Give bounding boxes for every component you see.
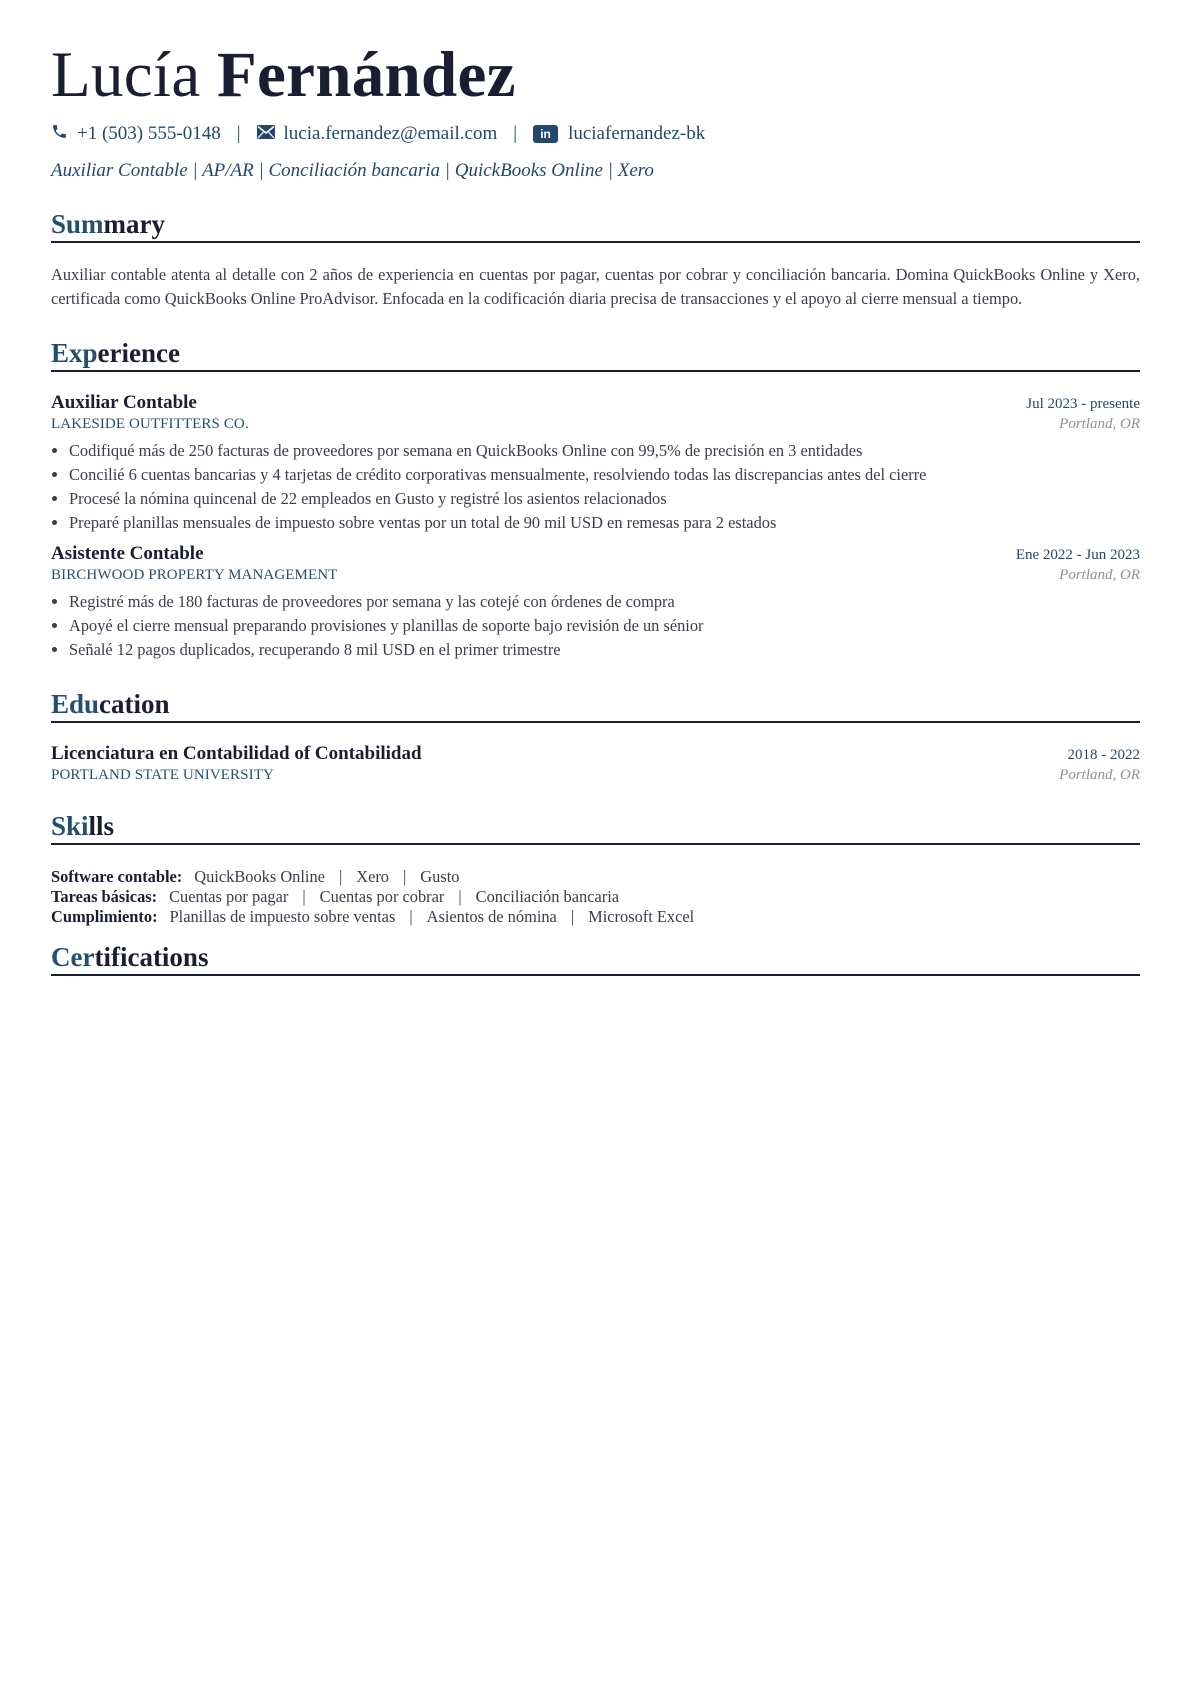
education-dates: 2018 - 2022 xyxy=(1067,747,1140,763)
section-title-skills xyxy=(51,810,1140,845)
skill-item: Gusto xyxy=(420,867,460,886)
linkedin-icon: in xyxy=(533,125,558,143)
section-title-accent: Sum xyxy=(51,209,104,239)
section-title-summary xyxy=(51,208,1140,243)
skill-separator: | xyxy=(302,887,306,906)
job-location: Portland, OR xyxy=(1059,416,1140,432)
job-dates: Jul 2023 - presente xyxy=(1026,396,1140,412)
skill-separator: | xyxy=(409,907,413,926)
section-title-accent: Edu xyxy=(51,689,100,719)
experience-entry xyxy=(51,392,1140,535)
skill-separator: | xyxy=(403,867,407,886)
skill-category: Software contable: xyxy=(51,867,183,886)
contact-linkedin[interactable] xyxy=(533,123,705,145)
bullet-item: • Preparé planillas mensuales de impuesto sobre ventas por un total de 90 mil USD en remesas para 2 estados xyxy=(69,511,1140,535)
company-name: LAKESIDE OUTFITTERS CO. xyxy=(51,416,249,432)
skill-separator: | xyxy=(570,907,575,926)
summary-text: Auxiliar contable atenta al detalle con 2 años de experiencia en cuentas por pagar, cuentas por cobrar y conciliación bancaria. Domina QuickBooks Online y Xero, certificada como QuickBooks Online ProAdvisor. Enfocada en la codificación diaria precisa de transacciones y el apoyo al cierre mensual a tiempo. xyxy=(51,265,1140,308)
school-name: PORTLAND STATE UNIVERSITY xyxy=(51,767,274,783)
skill-item: Cuentas por pagar xyxy=(169,887,289,906)
contact-separator: | xyxy=(513,123,518,144)
degree-title: Licenciatura en Contabilidad of Contabilidad xyxy=(51,743,422,764)
skill-item: Xero xyxy=(356,867,389,886)
section-title-experience xyxy=(51,337,1140,372)
section-title-rest: tifications xyxy=(94,942,209,972)
skills-list xyxy=(51,867,1140,927)
section-title-certifications xyxy=(51,941,1140,976)
bullet-item: • Señalé 12 pagos duplicados, recuperando 8 mil USD en el primer trimestre xyxy=(69,638,1140,662)
last-name: Fernández xyxy=(217,39,516,111)
skills-section xyxy=(51,810,1140,927)
bullet-item: • Registré más de 180 facturas de proveedores por semana y las cotejé con órdenes de compra xyxy=(69,590,1140,614)
envelope-icon xyxy=(257,123,275,145)
first-name: Lucía xyxy=(51,39,201,111)
contact-email[interactable] xyxy=(257,123,498,145)
skill-row xyxy=(51,887,1140,907)
education-section xyxy=(51,688,1140,784)
skill-item: QuickBooks Online xyxy=(194,867,325,886)
contact-separator: | xyxy=(236,123,241,144)
company-name: BIRCHWOOD PROPERTY MANAGEMENT xyxy=(51,567,338,583)
headline-tagline: Auxiliar Contable | AP/AR | Conciliación bancaria | QuickBooks Online | Xero xyxy=(51,160,654,181)
section-title-accent: Ski xyxy=(51,811,89,841)
summary-section xyxy=(51,208,1140,311)
section-title-rest: cation xyxy=(99,689,170,719)
skill-category: Cumplimiento: xyxy=(51,907,158,926)
job-bullets xyxy=(51,590,1140,662)
email-address: lucia.fernandez@email.com xyxy=(283,123,498,144)
experience-entry xyxy=(51,543,1140,662)
school-location: Portland, OR xyxy=(1059,767,1140,783)
education-entry xyxy=(51,743,1140,784)
phone-number: +1 (503) 555-0148 xyxy=(77,123,221,144)
candidate-name xyxy=(51,40,1140,110)
certifications-section xyxy=(51,941,1140,976)
skill-item: Cuentas por cobrar xyxy=(319,887,445,906)
contact-phone[interactable] xyxy=(51,123,221,146)
bullet-item: • Apoyé el cierre mensual preparando provisiones y planillas de soporte bajo revisión de un sénior xyxy=(69,614,1140,638)
section-title-rest: erience xyxy=(97,338,180,368)
linkedin-handle: luciafernandez-bk xyxy=(568,123,706,144)
job-bullets xyxy=(51,439,1140,535)
experience-section xyxy=(51,337,1140,662)
bullet-item: • Codifiqué más de 250 facturas de proveedores por semana en QuickBooks Online con 99,5% de precisión en 3 entidades xyxy=(69,439,1140,463)
job-dates: Ene 2022 - Jun 2023 xyxy=(1015,547,1140,563)
section-title-rest: mary xyxy=(103,209,166,239)
skill-category: Tareas básicas: xyxy=(51,887,158,906)
bullet-item: • Concilié 6 cuentas bancarias y 4 tarjetas de crédito corporativas mensualmente, resolviendo todas las discrepancias antes del cierre xyxy=(69,463,1140,487)
skill-row xyxy=(51,867,1140,887)
skill-row xyxy=(51,907,1140,927)
section-title-accent: Exp xyxy=(51,338,98,368)
skill-item: Microsoft Excel xyxy=(588,907,695,926)
section-title-rest: lls xyxy=(88,811,115,841)
skill-separator: | xyxy=(338,867,343,886)
skill-item: Conciliación bancaria xyxy=(475,887,620,906)
skill-separator: | xyxy=(458,887,462,906)
section-title-accent: Cer xyxy=(51,942,95,972)
skill-item: Planillas de impuesto sobre ventas xyxy=(169,907,396,926)
job-title: Asistente Contable xyxy=(51,543,204,564)
job-location: Portland, OR xyxy=(1059,567,1140,583)
section-title-education xyxy=(51,688,1140,723)
skill-item: Asientos de nómina xyxy=(426,907,557,926)
job-title: Auxiliar Contable xyxy=(51,392,197,413)
phone-icon xyxy=(51,123,68,146)
contact-line xyxy=(51,122,1140,146)
bullet-item: • Procesé la nómina quincenal de 22 empleados en Gusto y registré los asientos relacionados xyxy=(69,487,1140,511)
